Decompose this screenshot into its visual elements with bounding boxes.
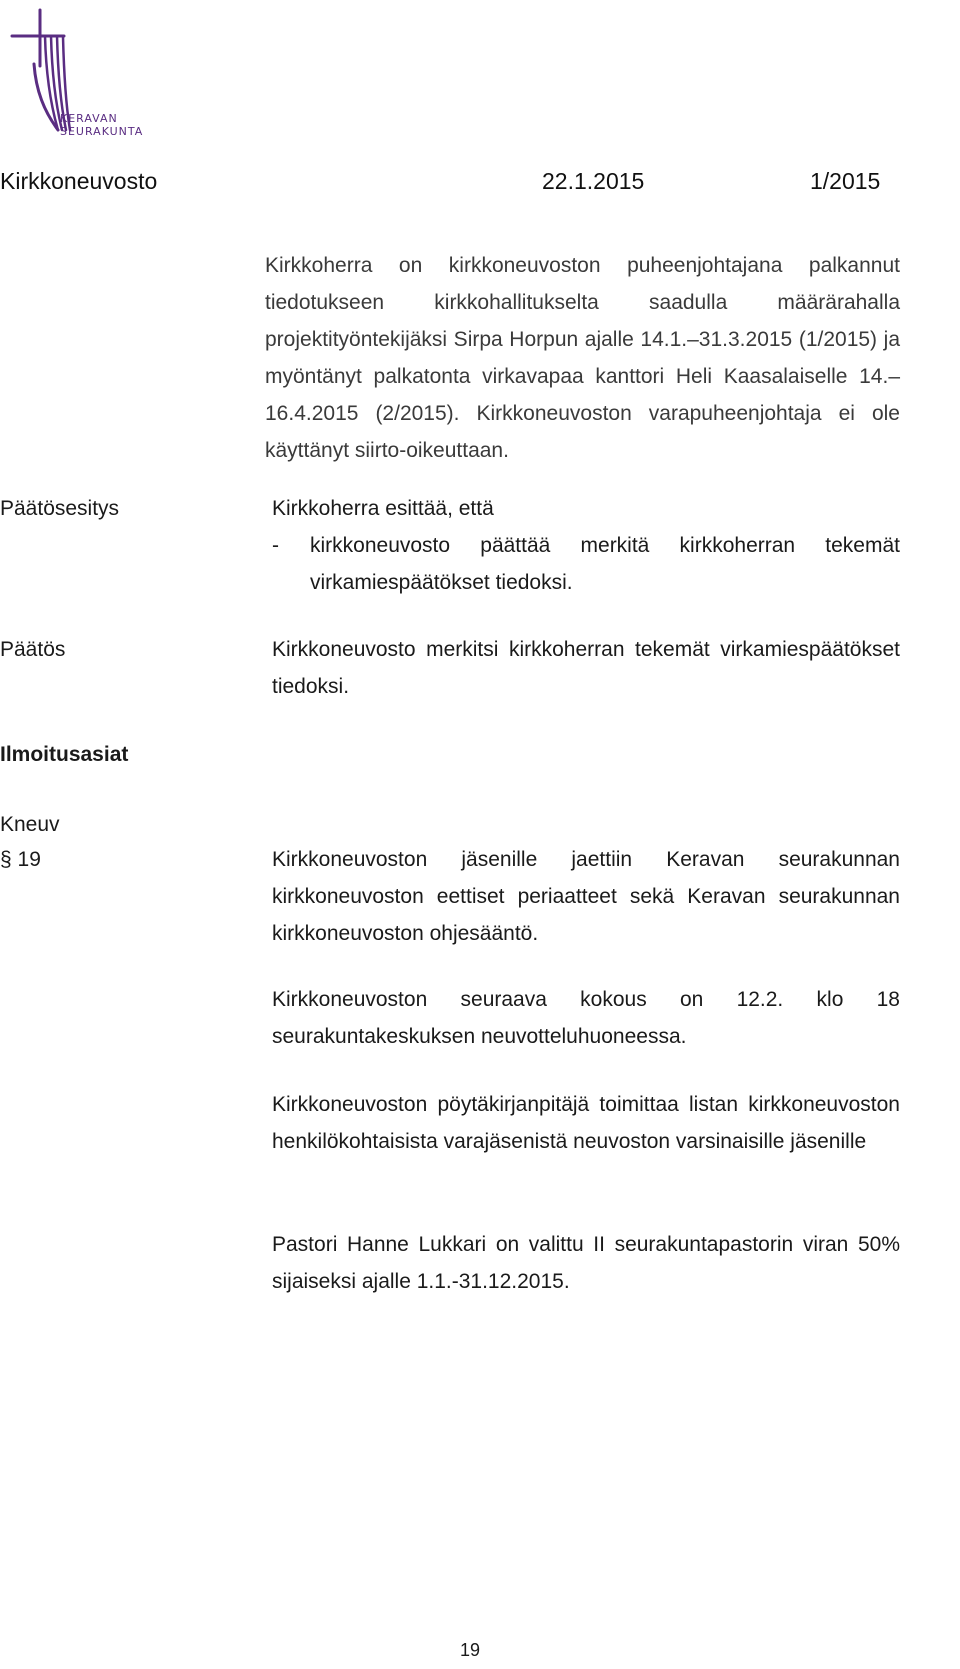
section-number: § 19 [0,848,41,871]
decision-text: Kirkkoneuvosto merkitsi kirkkoherran tekemät virkamiespäätökset tiedoksi. [272,638,900,698]
logo-line-2: SEURAKUNTA [60,125,144,138]
logo-line-1: KERAVAN [60,112,118,125]
proposal-dash: - [272,534,279,557]
header-date: 22.1.2015 [542,168,645,194]
header-title: Kirkkoneuvosto [0,168,158,194]
notice-2: Kirkkoneuvoston seuraava kokous on 12.2. klo 18 seurakuntakeskuksen neuvotteluhuoneessa. [272,988,900,1048]
kneuv-label: Kneuv [0,813,60,836]
header-number: 1/2015 [810,168,881,194]
intro-paragraph: Kirkkoherra on kirkkoneuvoston puheenjohtajana palkannut tiedotukseen kirkkohallitukselta saadulla määrärahalla projektityöntekijäksi Sirpa Horpun ajalle 14.1.–31.3.2015 (1/2015) ja myöntänyt palkatonta virkavapaa kanttori Heli Kaasalaiselle 14.–16.4.2015 (2/2015). Kirkkoneuvoston varapuheenjohtaja ei ole käyttänyt siirto-oikeuttaan. [265,254,900,462]
section-title: Ilmoitusasiat [0,743,129,766]
logo-text [60,112,143,138]
proposal-item-text: kirkkoneuvosto päättää merkitä kirkkoherran tekemät virkamiespäätökset tiedoksi. [310,534,900,594]
notice-4: Pastori Hanne Lukkari on valittu II seurakuntapastorin viran 50% sijaiseksi ajalle 1.1.-31.12.2015. [272,1233,900,1293]
proposal-item [272,527,900,601]
decision-label: Päätös [0,638,66,661]
notice-3: Kirkkoneuvoston pöytäkirjanpitäjä toimittaa listan kirkkoneuvoston henkilökohtaisista varajäsenistä neuvoston varsinaisille jäsenille [272,1093,900,1153]
page-number: 19 [460,1640,481,1660]
proposal-block [272,490,900,601]
proposal-lead: Kirkkoherra esittää, että [272,497,494,520]
notice-1: Kirkkoneuvoston jäsenille jaettiin Keravan seurakunnan kirkkoneuvoston eettiset periaatteet sekä Keravan seurakunnan kirkkoneuvoston ohjesääntö. [272,848,900,945]
proposal-label: Päätösesitys [0,497,120,520]
